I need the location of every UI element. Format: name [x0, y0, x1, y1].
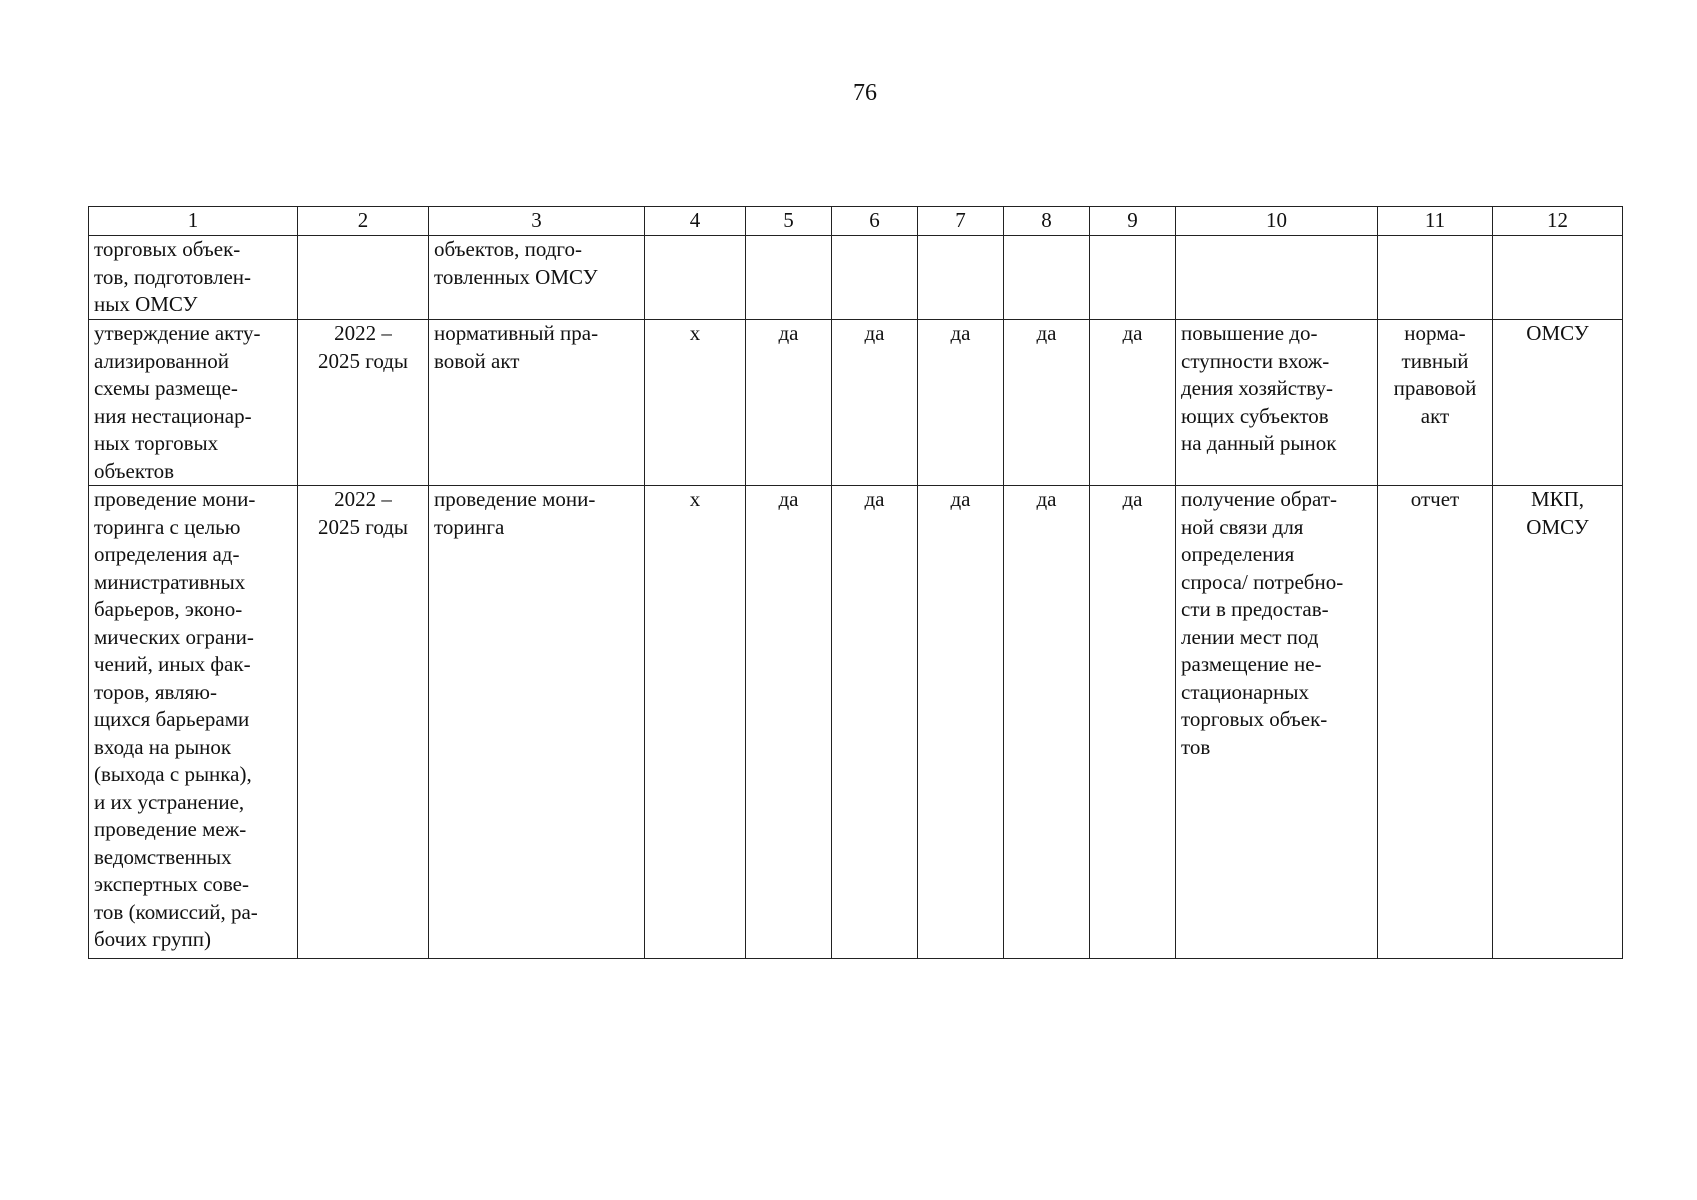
- measure-cell: торговых объек- тов, подготовлен- ных ОМСУ: [89, 236, 298, 320]
- value-cell: да: [746, 320, 832, 486]
- responsible-cell: ОМСУ: [1493, 320, 1623, 486]
- table-row: [89, 320, 1623, 486]
- value-cell: [832, 236, 918, 320]
- column-header: 6: [832, 207, 918, 236]
- effect-cell: [1176, 236, 1378, 320]
- value-cell: х: [645, 486, 746, 959]
- result-cell: нормативный пра- вовой акт: [429, 320, 645, 486]
- value-cell: [918, 236, 1004, 320]
- period-cell: 2022 – 2025 годы: [298, 486, 429, 959]
- value-cell: [1004, 236, 1090, 320]
- effect-cell: получение обрат- ной связи для определения спроса/ потребно- сти в предостав- лении мест под размещение не- стационарных торговых объек- тов: [1176, 486, 1378, 959]
- column-header: 5: [746, 207, 832, 236]
- value-cell: да: [918, 320, 1004, 486]
- value-cell: да: [1090, 320, 1176, 486]
- table-row: [89, 236, 1623, 320]
- value-cell: х: [645, 320, 746, 486]
- column-header: 11: [1378, 207, 1493, 236]
- column-header: 9: [1090, 207, 1176, 236]
- value-cell: да: [1090, 486, 1176, 959]
- column-header: 7: [918, 207, 1004, 236]
- column-header: 12: [1493, 207, 1623, 236]
- column-header: 10: [1176, 207, 1378, 236]
- responsible-cell: МКП, ОМСУ: [1493, 486, 1623, 959]
- column-header: 1: [89, 207, 298, 236]
- measures-table: [88, 206, 1623, 959]
- column-header: 2: [298, 207, 429, 236]
- table-header-row: [89, 207, 1623, 236]
- period-cell: [298, 236, 429, 320]
- value-cell: да: [832, 486, 918, 959]
- value-cell: да: [746, 486, 832, 959]
- value-cell: да: [1004, 320, 1090, 486]
- value-cell: [645, 236, 746, 320]
- value-cell: да: [1004, 486, 1090, 959]
- responsible-cell: [1493, 236, 1623, 320]
- measure-cell: утверждение акту- ализированной схемы размеще- ния нестационар- ных торговых объектов: [89, 320, 298, 486]
- value-cell: да: [832, 320, 918, 486]
- value-cell: [1090, 236, 1176, 320]
- effect-cell: повышение до- ступности вхож- дения хозяйству- ющих субъектов на данный рынок: [1176, 320, 1378, 486]
- table-row: [89, 486, 1623, 959]
- page-number: 76: [853, 80, 877, 106]
- column-header: 3: [429, 207, 645, 236]
- document-type-cell: норма- тивный правовой акт: [1378, 320, 1493, 486]
- document-type-cell: [1378, 236, 1493, 320]
- document-type-cell: отчет: [1378, 486, 1493, 959]
- value-cell: [746, 236, 832, 320]
- result-cell: проведение мони- торинга: [429, 486, 645, 959]
- column-header: 8: [1004, 207, 1090, 236]
- column-header: 4: [645, 207, 746, 236]
- value-cell: да: [918, 486, 1004, 959]
- period-cell: 2022 – 2025 годы: [298, 320, 429, 486]
- measure-cell: проведение мони- торинга с целью определения ад- министративных барьеров, эконо- мических ограни- чений, иных фак- торов, являю- щихся барьерами входа на рынок (выхода с рынка), и их устранение, проведение меж- ведомственных экспертных сове- тов (комиссий, ра- бочих групп): [89, 486, 298, 959]
- result-cell: объектов, подго- товленных ОМСУ: [429, 236, 645, 320]
